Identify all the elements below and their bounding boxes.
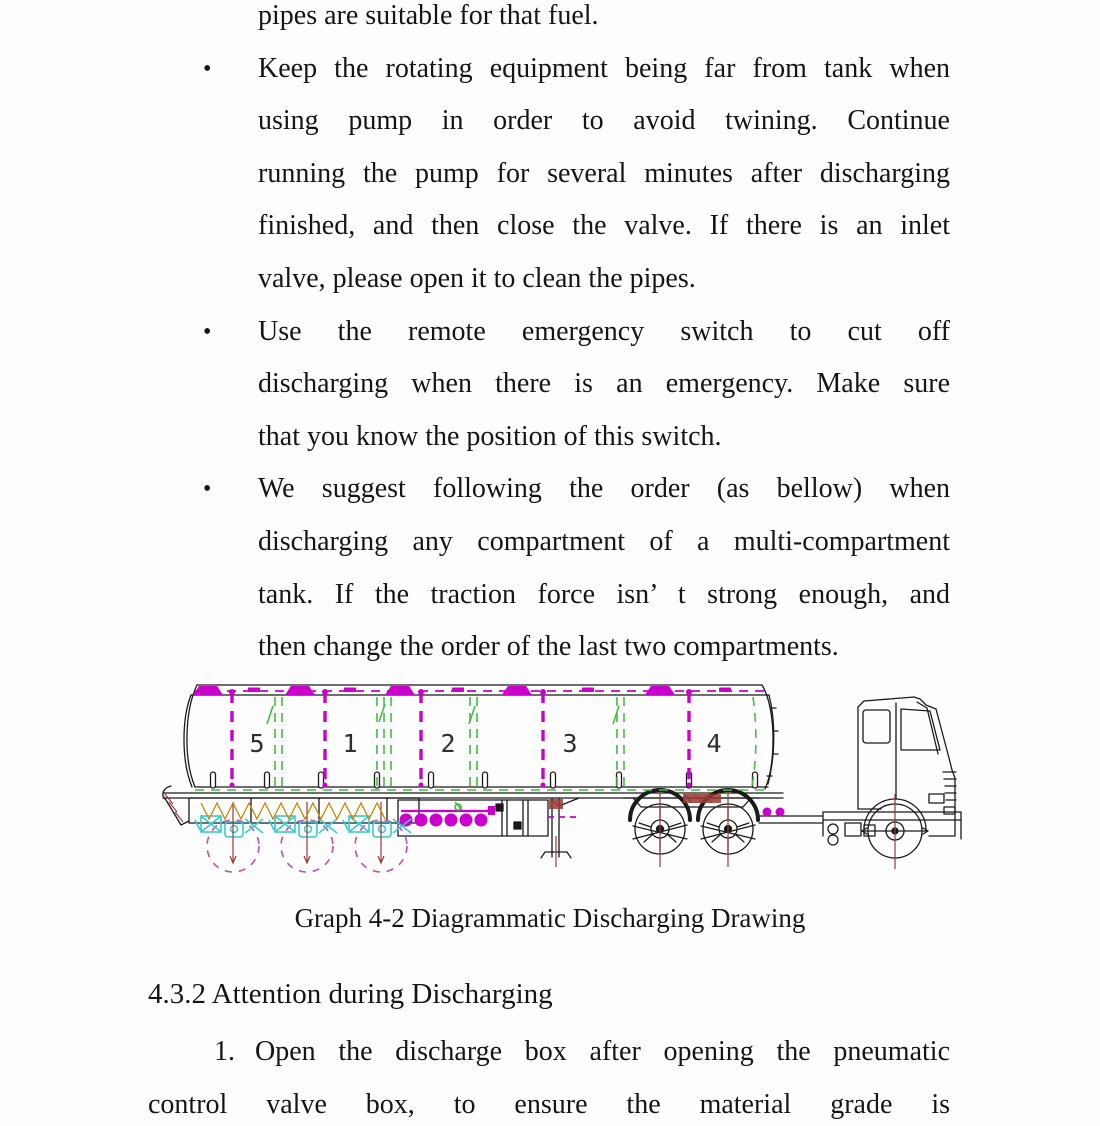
numbered-paragraph xyxy=(148,1026,950,1126)
text-span: Open the discharge box after opening the pneumatic xyxy=(255,1036,950,1067)
air-tank xyxy=(828,835,838,845)
text-line: then change the order of the last two compartments. xyxy=(258,631,839,663)
bullet-icon: • xyxy=(203,318,212,345)
text-line: finished, and then close the valve. If there is an inlet xyxy=(258,210,950,242)
trailer-axle-group xyxy=(195,816,411,837)
bullet-item xyxy=(148,306,950,464)
compartment-labels xyxy=(249,729,721,758)
list-number: 1. xyxy=(214,1036,235,1067)
figure-caption: Graph 4-2 Diagrammatic Discharging Drawing xyxy=(294,903,806,933)
cab-rear-window xyxy=(863,710,890,743)
bullet-text xyxy=(258,463,950,673)
bullet-text xyxy=(258,43,950,306)
tanker-discharging-diagram xyxy=(155,676,965,874)
text-line: discharging any compartment of a multi-compartment xyxy=(258,525,950,557)
bullet-icon: • xyxy=(203,55,212,82)
compartment-label: 2 xyxy=(440,729,456,758)
text-line xyxy=(148,1026,950,1079)
tow-hitch xyxy=(163,786,189,825)
text-line: using pump in order to avoid twining. Continue xyxy=(258,105,950,137)
text-line: tank. If the traction force isn’ t strong enough, and xyxy=(258,578,950,610)
cab-step xyxy=(929,794,944,803)
body-text xyxy=(148,0,950,674)
air-tank xyxy=(828,824,838,834)
bullet-item xyxy=(148,463,950,673)
fifth-wheel-coupling xyxy=(683,794,721,803)
text-line: control valve box, to ensure the material grade is xyxy=(148,1088,950,1120)
text-line: We suggest following the order (as bellow) when xyxy=(258,473,950,505)
text-line: that you know the position of this switch. xyxy=(258,420,722,452)
text-line: discharging when there is an emergency. Make sure xyxy=(258,368,950,400)
text-line: running the pump for several minutes after discharging xyxy=(258,157,950,189)
cab-door-window xyxy=(901,709,940,750)
compartment-label: 4 xyxy=(706,729,722,758)
compartment-label: 5 xyxy=(249,729,265,758)
trailer-axle xyxy=(195,816,263,837)
text-line: Keep the rotating equipment being far from tank when xyxy=(258,52,950,84)
text-line: Use the remote emergency switch to cut off xyxy=(258,315,950,347)
section-heading: 4.3.2 Attention during Discharging xyxy=(148,978,553,1010)
bullet-text xyxy=(258,306,950,464)
tank-support-posts xyxy=(211,772,758,788)
compartment-label: 1 xyxy=(342,729,358,758)
trailer-axle xyxy=(269,816,337,837)
headlight xyxy=(944,807,955,814)
bullet-item xyxy=(148,43,950,306)
text-line: valve, please open it to clean the pipes. xyxy=(258,262,696,294)
text-line: pipes are suitable for that fuel. xyxy=(258,0,599,31)
compartment-label: 3 xyxy=(562,729,578,758)
bullet-icon: • xyxy=(203,476,212,503)
